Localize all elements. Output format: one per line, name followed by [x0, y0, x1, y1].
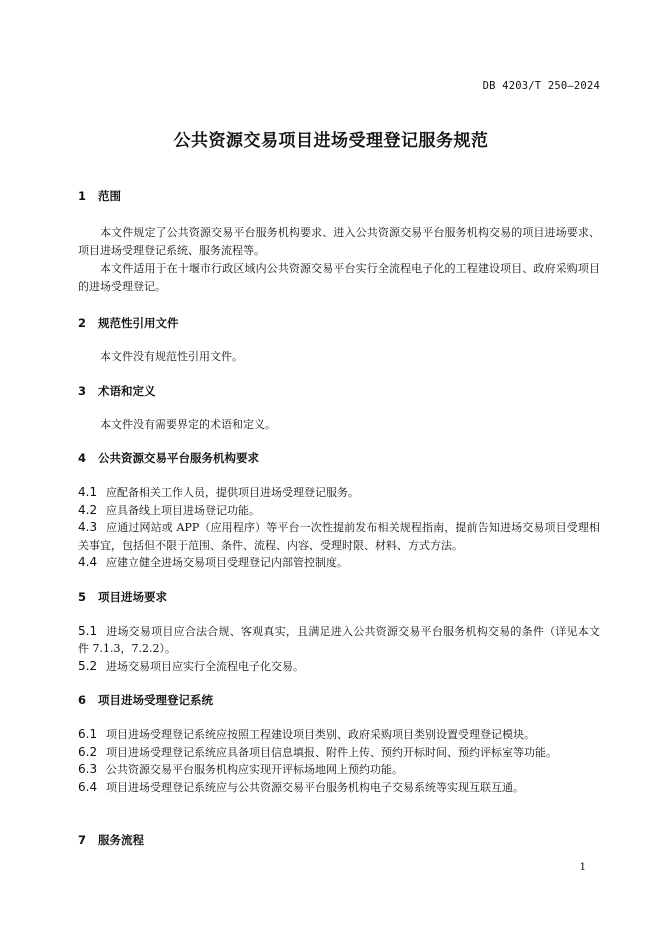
clause-text: 项目进场受理登记系统应与公共资源交易平台服务机构电子交易系统等实现互联互通。 [106, 780, 524, 794]
clause-number: 5.2 [78, 658, 98, 673]
document-code: DB 4203/T 250—2024 [482, 80, 600, 92]
clause-number: 4.4 [78, 555, 98, 569]
section-title: 项目进场要求 [98, 589, 167, 604]
section-number: 6 [78, 693, 87, 707]
clause-item [78, 502, 600, 520]
clause-number: 6.1 [78, 727, 98, 741]
clause-text: 应配备相关工作人员，提供项目进场受理登记服务。 [106, 486, 359, 499]
clause-item [78, 484, 600, 502]
clause-item [78, 623, 600, 658]
clause-number: 4.2 [78, 502, 98, 517]
page-number: 1 [579, 862, 586, 873]
clause-text: 项目进场受理登记系统应按照工程建设项目类别、政府采购项目类别设置受理登记模块。 [106, 728, 535, 741]
clause-text: 应具备线上项目进场登记功能。 [106, 503, 260, 517]
section-heading [78, 589, 600, 605]
clause-number: 6.3 [78, 762, 98, 776]
section-number: 7 [78, 833, 87, 847]
clause-item [78, 658, 600, 676]
section-number: 4 [78, 451, 87, 465]
paragraph: 本文件适用于在十堰市行政区域内公共资源交易平台实行全流程电子化的工程建设项目、政府采购项目的进场受理登记。 [78, 262, 600, 293]
clause-text: 应通过网站或 APP（应用程序）等平台一次性提前发布相关规程指南，提前告知进场交易项目受理相关事宜，包括但不限于范围、条件、流程、内容、受理时限、材料、方式方法。 [78, 521, 600, 552]
section-heading [78, 383, 600, 399]
clause-item [78, 744, 600, 762]
clause-item [78, 779, 600, 797]
paragraph: 本文件没有规范性引用文件。 [100, 350, 243, 363]
section-heading [78, 315, 600, 331]
clause-text: 进场交易项目应实行全流程电子化交易。 [106, 659, 304, 673]
clause-number: 6.4 [78, 779, 98, 794]
clause-number: 4.3 [78, 520, 98, 534]
section-heading [78, 188, 600, 204]
clause-text: 进场交易项目应合法合规、客观真实，且满足进入公共资源交易平台服务机构交易的条件（详见本文件 7.1.3，7.2.2）。 [78, 624, 600, 655]
document-title: 公共资源交易项目进场受理登记服务规范 [173, 131, 489, 151]
clause-text: 应建立健全进场交易项目受理登记内部管控制度。 [106, 556, 348, 569]
section-title: 术语和定义 [98, 383, 156, 398]
section-number: 3 [78, 383, 87, 398]
section-heading [78, 450, 600, 466]
section-title: 服务流程 [98, 833, 144, 847]
section-title: 公共资源交易平台服务机构要求 [98, 451, 259, 465]
paragraph: 本文件规定了公共资源交易平台服务机构要求、进入公共资源交易平台服务机构交易的项目进场要求、项目进场受理登记系统、服务流程等。 [78, 226, 600, 257]
section-title: 项目进场受理登记系统 [98, 693, 213, 707]
section-heading [78, 832, 600, 848]
clause-item [78, 554, 600, 572]
section-heading [78, 692, 600, 708]
section-number: 2 [78, 316, 87, 330]
clause-number: 4.1 [78, 485, 98, 499]
clause-item [78, 519, 600, 554]
clause-number: 6.2 [78, 744, 98, 759]
document-body [78, 188, 600, 848]
section-number: 5 [78, 589, 87, 604]
clause-text: 项目进场受理登记系统应具备项目信息填报、附件上传、预约开标时间、预约评标室等功能。 [106, 745, 557, 759]
section-title: 范围 [98, 189, 121, 203]
paragraph: 本文件没有需要界定的术语和定义。 [100, 417, 276, 431]
clause-text: 公共资源交易平台服务机构应实现开评标场地网上预约功能。 [106, 763, 403, 776]
clause-number: 5.1 [78, 623, 98, 638]
clause-item [78, 726, 600, 744]
section-number: 1 [78, 189, 87, 203]
section-title: 规范性引用文件 [98, 316, 179, 330]
clause-item [78, 761, 600, 779]
